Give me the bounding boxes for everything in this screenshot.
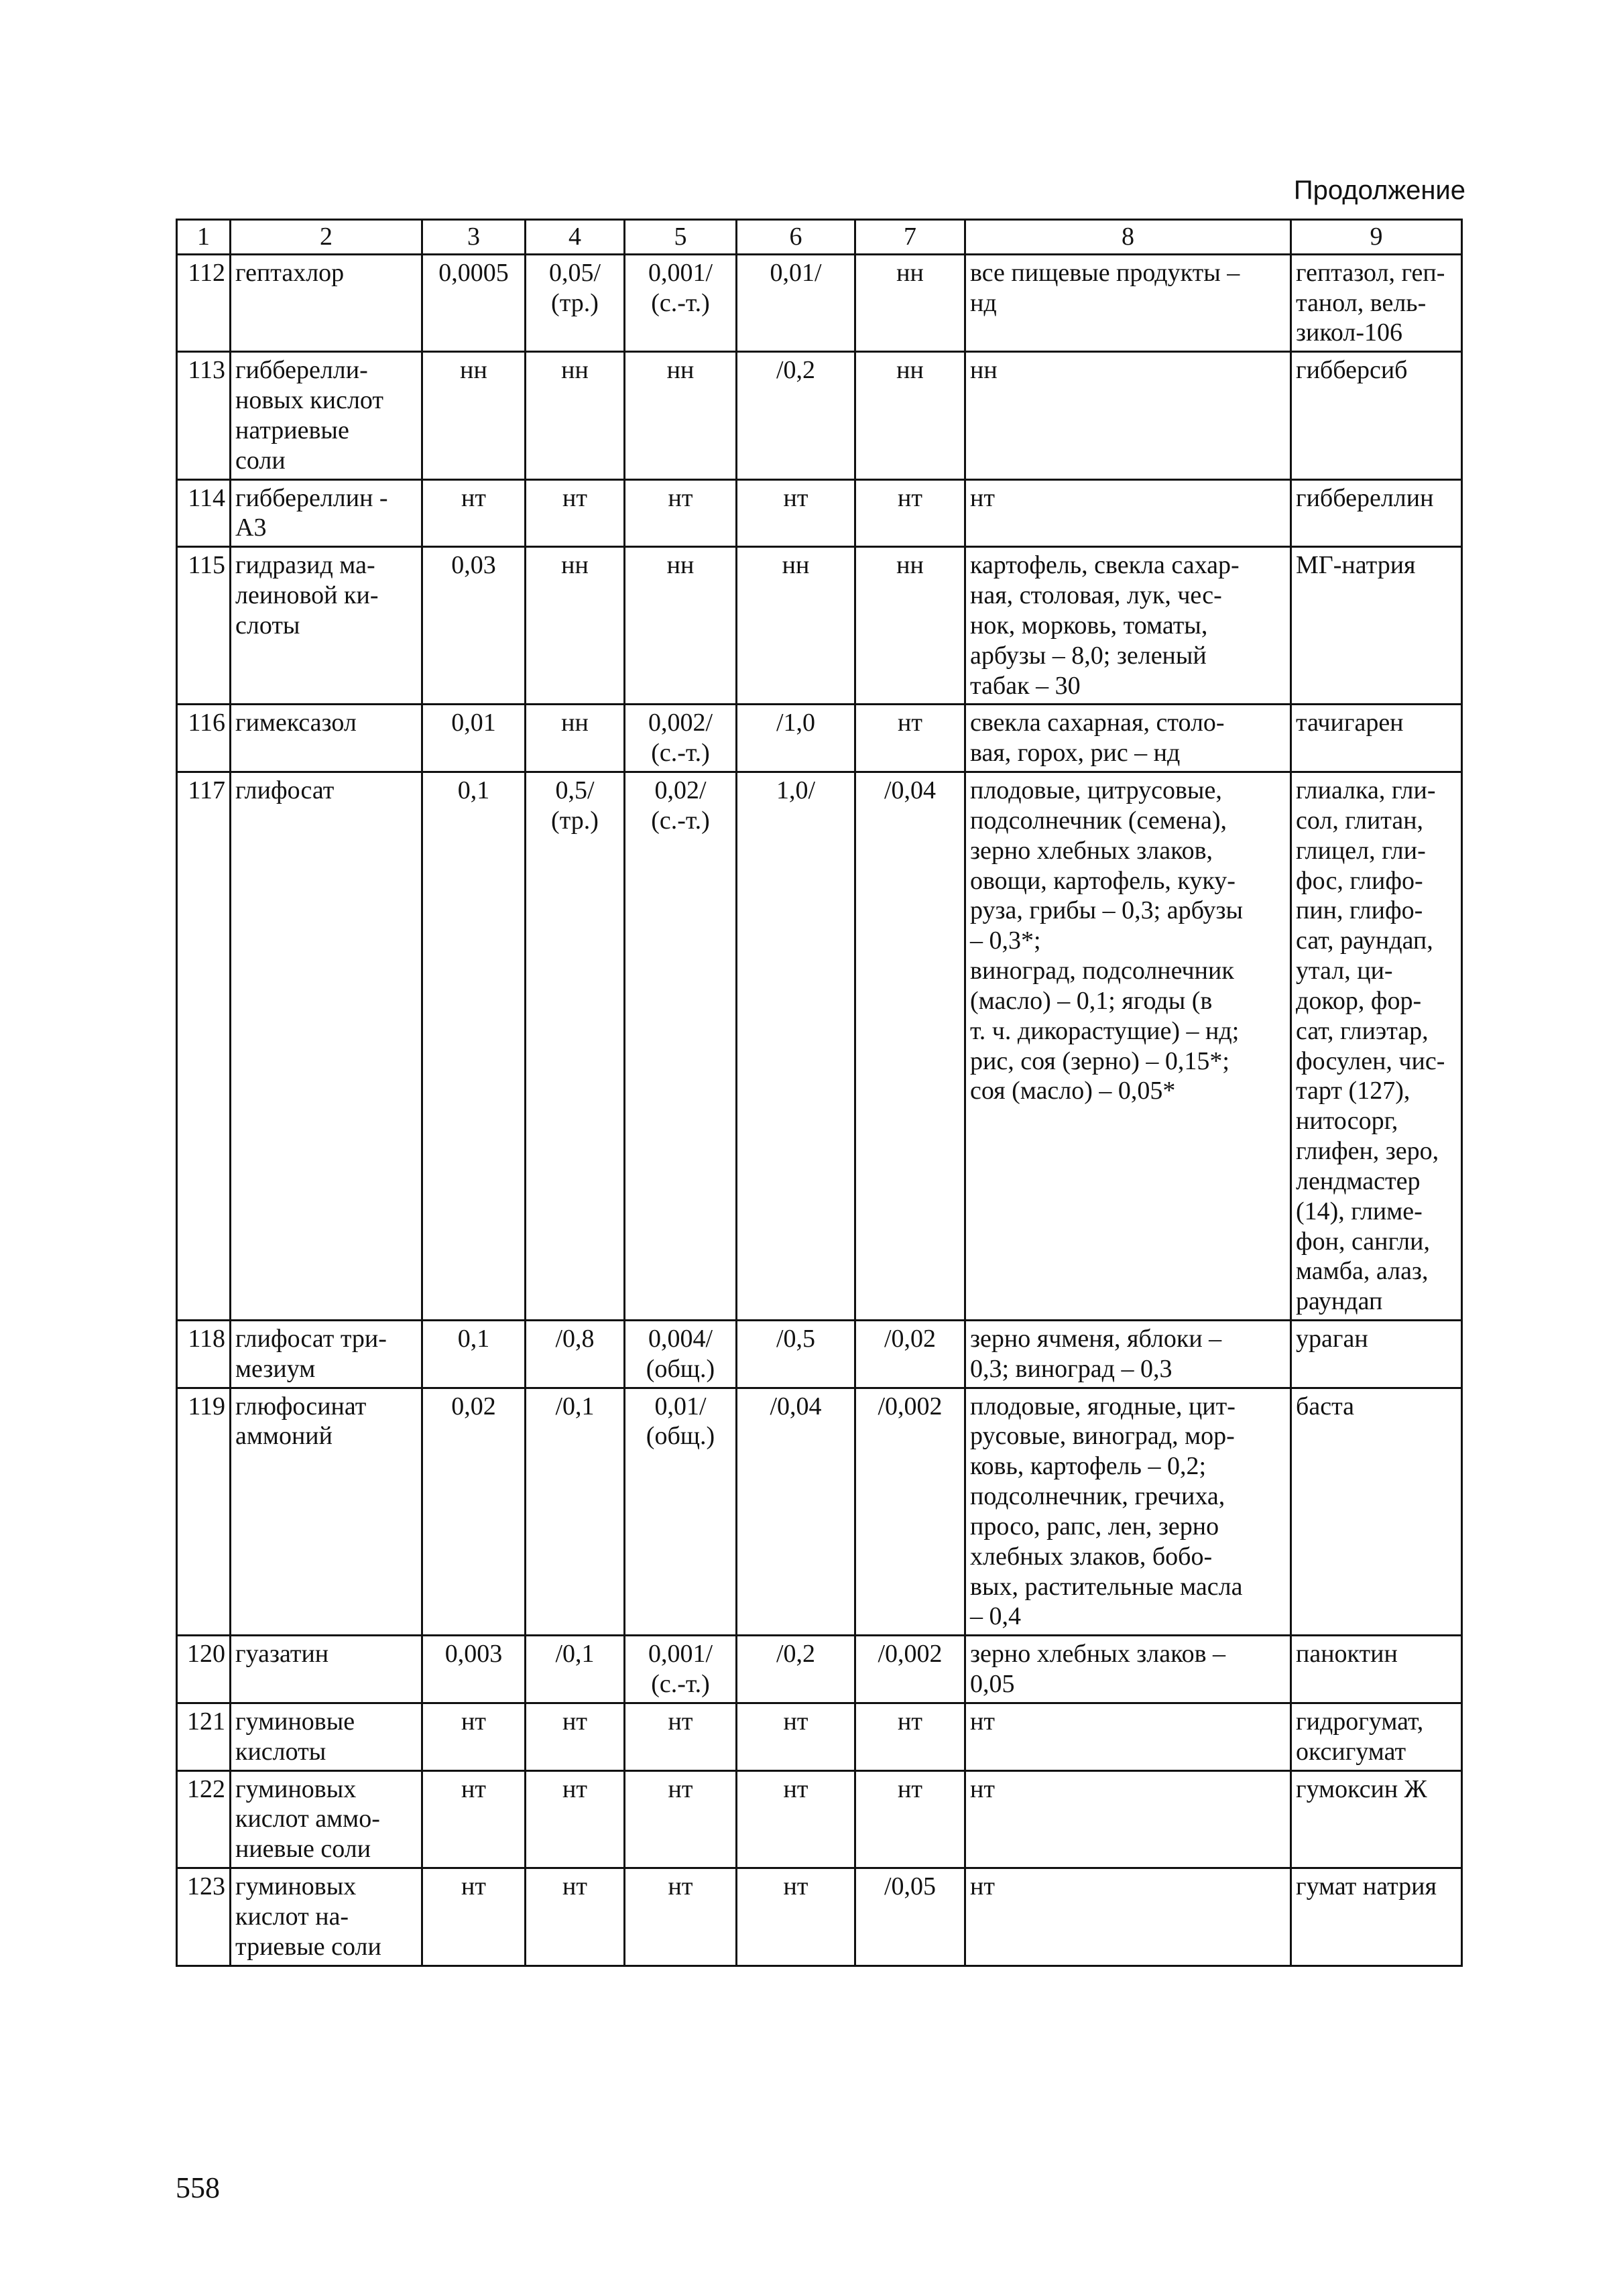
column-header: 5 <box>625 220 737 255</box>
col-6-value: нт <box>737 1770 855 1868</box>
col-5-value: нт <box>625 1868 737 1966</box>
col-7-value: нн <box>855 254 965 351</box>
col-7-value: нт <box>855 1703 965 1770</box>
trade-names: ураган <box>1291 1320 1462 1388</box>
header-row <box>177 220 1462 255</box>
col-6-value: /1,0 <box>737 705 855 772</box>
data-table <box>176 219 1463 1967</box>
col-5-value: 0,001/ (с.-т.) <box>625 254 737 351</box>
page-number: 558 <box>176 2171 220 2204</box>
col-6-value: /0,2 <box>737 1636 855 1703</box>
col-4-value: нт <box>526 1868 625 1966</box>
col-6-value: /0,5 <box>737 1320 855 1388</box>
row-number: 114 <box>177 479 231 547</box>
substance-name: гибберелли- новых кислот натриевые соли <box>231 352 422 479</box>
row-number: 121 <box>177 1703 231 1770</box>
row-number: 118 <box>177 1320 231 1388</box>
col-6-value: /0,2 <box>737 352 855 479</box>
col-5-value: нт <box>625 1703 737 1770</box>
col-3-value: нт <box>422 1868 526 1966</box>
table-row <box>177 1770 1462 1868</box>
products-limits: нн <box>965 352 1291 479</box>
col-4-value: /0,8 <box>526 1320 625 1388</box>
row-number: 115 <box>177 547 231 705</box>
col-3-value: 0,1 <box>422 1320 526 1388</box>
trade-names: гумат натрия <box>1291 1868 1462 1966</box>
col-6-value: нн <box>737 547 855 705</box>
col-4-value: нн <box>526 705 625 772</box>
trade-names: гибберсиб <box>1291 352 1462 479</box>
col-7-value: нт <box>855 479 965 547</box>
col-7-value: нт <box>855 1770 965 1868</box>
col-5-value: 0,02/ (с.-т.) <box>625 772 737 1321</box>
column-header: 8 <box>965 220 1291 255</box>
trade-names: гумоксин Ж <box>1291 1770 1462 1868</box>
column-header: 1 <box>177 220 231 255</box>
substance-name: гептахлор <box>231 254 422 351</box>
col-7-value: /0,002 <box>855 1388 965 1636</box>
products-limits: плодовые, цитрусовые, подсолнечник (семена), зерно хлебных злаков, овощи, картофель, куку- руза, грибы – 0,3; арбузы – 0,3*; виноград, подсолнечник (масло) – 0,1; ягоды (в т. ч. дикорастущие) – нд; рис, соя (зерно) – 0,15*; соя (масло) – 0,05* <box>965 772 1291 1321</box>
col-7-value: /0,04 <box>855 772 965 1321</box>
row-number: 120 <box>177 1636 231 1703</box>
substance-name: гуминовых кислот на- триевые соли <box>231 1868 422 1966</box>
trade-names: гидрогумат, оксигумат <box>1291 1703 1462 1770</box>
trade-names: гиббереллин <box>1291 479 1462 547</box>
col-6-value: нт <box>737 479 855 547</box>
col-3-value: 0,02 <box>422 1388 526 1636</box>
col-5-value: 0,01/ (общ.) <box>625 1388 737 1636</box>
products-limits: нт <box>965 1868 1291 1966</box>
table-row <box>177 254 1462 351</box>
col-4-value: нн <box>526 547 625 705</box>
products-limits: свекла сахарная, столо- вая, горох, рис – нд <box>965 705 1291 772</box>
col-3-value: 0,03 <box>422 547 526 705</box>
col-6-value: 1,0/ <box>737 772 855 1321</box>
col-6-value: 0,01/ <box>737 254 855 351</box>
table-row <box>177 1320 1462 1388</box>
substance-name: гуазатин <box>231 1636 422 1703</box>
table-row <box>177 1703 1462 1770</box>
col-7-value: нн <box>855 547 965 705</box>
col-3-value: 0,01 <box>422 705 526 772</box>
col-6-value: /0,04 <box>737 1388 855 1636</box>
products-limits: нт <box>965 479 1291 547</box>
table-row <box>177 705 1462 772</box>
col-5-value: 0,002/ (с.-т.) <box>625 705 737 772</box>
col-4-value: нт <box>526 1770 625 1868</box>
col-7-value: нн <box>855 352 965 479</box>
row-number: 113 <box>177 352 231 479</box>
col-4-value: нн <box>526 352 625 479</box>
trade-names: МГ-натрия <box>1291 547 1462 705</box>
row-number: 117 <box>177 772 231 1321</box>
col-5-value: 0,001/ (с.-т.) <box>625 1636 737 1703</box>
column-header: 3 <box>422 220 526 255</box>
substance-name: гуминовые кислоты <box>231 1703 422 1770</box>
row-number: 122 <box>177 1770 231 1868</box>
substance-name: гуминовых кислот аммо- ниевые соли <box>231 1770 422 1868</box>
col-5-value: 0,004/ (общ.) <box>625 1320 737 1388</box>
col-4-value: 0,5/ (тр.) <box>526 772 625 1321</box>
col-7-value: /0,05 <box>855 1868 965 1966</box>
trade-names: глиалка, гли- сол, глитан, глицел, гли- фос, глифо- пин, глифо- сат, раундап, утал, ци- докор, фор- сат, глиэтар, фосулен, чис- тарт (127), нитосорг, глифен, зеро, лендмастер (14), глиме- фон, сангли, мамба, алаз, раундап <box>1291 772 1462 1321</box>
products-limits: нт <box>965 1770 1291 1868</box>
col-5-value: нт <box>625 479 737 547</box>
substance-name: глифосат <box>231 772 422 1321</box>
continuation-label: Продолжение <box>1293 176 1465 205</box>
column-header: 6 <box>737 220 855 255</box>
trade-names: баста <box>1291 1388 1462 1636</box>
products-limits: нт <box>965 1703 1291 1770</box>
table-row <box>177 1868 1462 1966</box>
row-number: 123 <box>177 1868 231 1966</box>
col-7-value: /0,002 <box>855 1636 965 1703</box>
products-limits: все пищевые продукты – нд <box>965 254 1291 351</box>
column-header: 2 <box>231 220 422 255</box>
col-3-value: 0,003 <box>422 1636 526 1703</box>
table-row <box>177 547 1462 705</box>
col-6-value: нт <box>737 1868 855 1966</box>
trade-names: тачигарен <box>1291 705 1462 772</box>
col-3-value: 0,0005 <box>422 254 526 351</box>
products-limits: картофель, свекла сахар- ная, столовая, лук, чес- нок, морковь, томаты, арбузы – 8,0; зеленый табак – 30 <box>965 547 1291 705</box>
table-row <box>177 352 1462 479</box>
table-row <box>177 1388 1462 1636</box>
substance-name: гидразид ма- леиновой ки- слоты <box>231 547 422 705</box>
col-7-value: нт <box>855 705 965 772</box>
row-number: 119 <box>177 1388 231 1636</box>
substance-name: гиббереллин - А3 <box>231 479 422 547</box>
col-5-value: нн <box>625 547 737 705</box>
col-4-value: нт <box>526 479 625 547</box>
col-4-value: нт <box>526 1703 625 1770</box>
products-limits: зерно хлебных злаков – 0,05 <box>965 1636 1291 1703</box>
col-4-value: 0,05/ (тр.) <box>526 254 625 351</box>
col-3-value: нт <box>422 1770 526 1868</box>
row-number: 116 <box>177 705 231 772</box>
trade-names: гептазол, геп- танол, вель- зикол-106 <box>1291 254 1462 351</box>
substance-name: гимексазол <box>231 705 422 772</box>
col-3-value: нт <box>422 479 526 547</box>
column-header: 7 <box>855 220 965 255</box>
trade-names: паноктин <box>1291 1636 1462 1703</box>
table-row <box>177 1636 1462 1703</box>
col-6-value: нт <box>737 1703 855 1770</box>
col-3-value: нн <box>422 352 526 479</box>
substance-name: глифосат три- мезиум <box>231 1320 422 1388</box>
col-7-value: /0,02 <box>855 1320 965 1388</box>
column-header: 9 <box>1291 220 1462 255</box>
table-row <box>177 772 1462 1321</box>
col-5-value: нт <box>625 1770 737 1868</box>
products-limits: плодовые, ягодные, цит- русовые, виноград, мор- ковь, картофель – 0,2; подсолнечник, гречиха, просо, рапс, лен, зерно хлебных злаков, бобо- вых, растительные масла – 0,4 <box>965 1388 1291 1636</box>
col-3-value: нт <box>422 1703 526 1770</box>
col-5-value: нн <box>625 352 737 479</box>
col-3-value: 0,1 <box>422 772 526 1321</box>
col-4-value: /0,1 <box>526 1388 625 1636</box>
row-number: 112 <box>177 254 231 351</box>
col-4-value: /0,1 <box>526 1636 625 1703</box>
table-row <box>177 479 1462 547</box>
substance-name: глюфосинат аммоний <box>231 1388 422 1636</box>
table-body <box>177 254 1462 1966</box>
column-header: 4 <box>526 220 625 255</box>
products-limits: зерно ячменя, яблоки – 0,3; виноград – 0,3 <box>965 1320 1291 1388</box>
